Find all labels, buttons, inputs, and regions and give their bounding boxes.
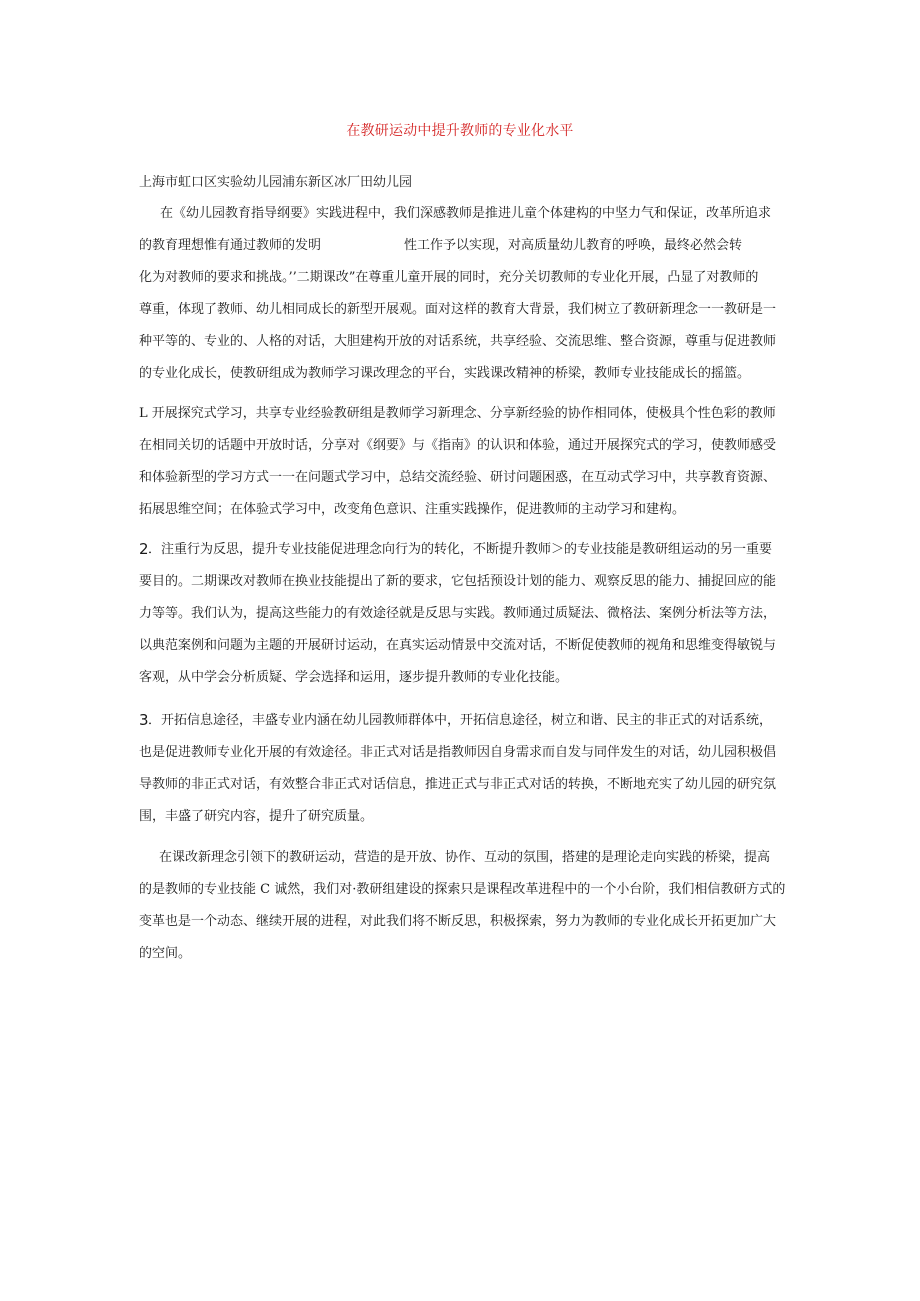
body-line: 在相同关切的话题中开放时话，分享对《纲要》与《指南》的认识和体验，通过开展探究式的学习，使教师感受 xyxy=(139,438,777,453)
body-line: 的教育理想惟有通过教师的发明 xyxy=(139,238,322,253)
body-line: 客观，从中学会分析质疑、学会选择和运用，逐步提升教师的专业化技能。 xyxy=(139,670,569,685)
section-3-number: 3 xyxy=(139,711,149,729)
body-line: 以典范案例和问题为主题的开展研讨运动，在真实运动情景中交流对话，不断促使教师的视角和思维变得敏锐与 xyxy=(139,638,777,653)
body-line: 尊重，体现了教师、幼儿相同成长的新型开展观。面对这样的教育大背景，我们树立了教研新理念一一教研是一 xyxy=(139,302,777,317)
body-line: 导教师的非正式对话，有效整合非正式对话信息，推进正式与非正式对话的转换，不断地充实了幼儿园的研究氛 xyxy=(139,777,777,792)
body-line: 化为对教师的要求和挑战。’’二期课改”在尊重儿童开展的同时，充分关切教师的专业化开展，凸显了对教师的 xyxy=(139,270,759,285)
body-line: 的空间。 xyxy=(139,946,192,961)
body-line: 的是教师的专业技能 C 诚然，我们对·教研组建设的探索只是课程改革进程中的一个小台阶，我们相信教研方式的 xyxy=(139,882,786,897)
body-line: 变革也是一个动态、继续开展的进程，对此我们将不断反思，积极探索，努力为教师的专业化成长开拓更加广大 xyxy=(139,914,777,929)
section-1-line: L 开展探究式学习，共享专业经验教研组是教师学习新理念、分享新经验的协作相同体，使极具个性色彩的教师 xyxy=(139,406,776,421)
section-2-number: 2 xyxy=(139,540,149,558)
body-line: 力等等。我们认为，提高这些能力的有效途径就是反思与实践。教师通过质疑法、微格法、案例分析法等方法， xyxy=(139,606,777,621)
conclusion-line: 在课改新理念引领下的教研运动，营造的是开放、协作、互动的氛围，搭建的是理论走向实践的桥梁，提高 xyxy=(159,850,771,865)
body-line: 拓展思维空间；在体验式学习中，改变角色意识、注重实践操作，促进教师的主动学习和建构。 xyxy=(139,502,686,517)
body-line: 种平等的、专业的、人格的对话，大胆建构开放的对话系统，共享经验、交流思维、整合资源，尊重与促进教师 xyxy=(139,334,777,349)
body-line: 围，丰盛了研究内容，提升了研究质量。 xyxy=(139,809,374,824)
body-line: 在《幼儿园教育指导纲要》实践进程中，我们深感教师是推进儿童个体建构的中坚力气和保证，改革所追求 xyxy=(160,206,772,221)
body-line: 也是促进教师专业化开展的有效途径。非正式对话是指教师因自身需求而自发与同伴发生的对话，幼儿园积极倡 xyxy=(139,745,777,760)
body-line: 和体验新型的学习方式一一在问题式学习中，总结交流经验、研讨问题困惑，在互动式学习中，共享教育资源、 xyxy=(139,470,777,485)
body-line: 要目的。二期课改对教师在换业技能提出了新的要求，它包括预设计划的能力、观察反思的能力、捕捉回应的能 xyxy=(139,574,777,589)
section-2-line: ．注重行为反思，提升专业技能促进理念向行为的转化，不断提升教师＞的专业技能是教研组运动的另一重要 xyxy=(148,542,773,557)
section-3-line: ．开拓信息途径，丰盛专业内涵在幼儿园教师群体中，开拓信息途径，树立和谐、民主的非正式的对话系统， xyxy=(148,713,773,728)
body-line: 性工作予以实现，对高质量幼儿教育的呼唤，最终必然会转 xyxy=(404,238,743,253)
body-line: 的专业化成长，使教研组成为教师学习课改理念的平台，实践课改精神的桥梁，教师专业技能成长的摇篮。 xyxy=(139,366,751,381)
author-affiliation: 上海市虹口区实验幼儿园浦东新区冰厂田幼儿园 xyxy=(139,175,413,190)
document-title: 在教研运动中提升教师的专业化水平 xyxy=(346,123,574,139)
